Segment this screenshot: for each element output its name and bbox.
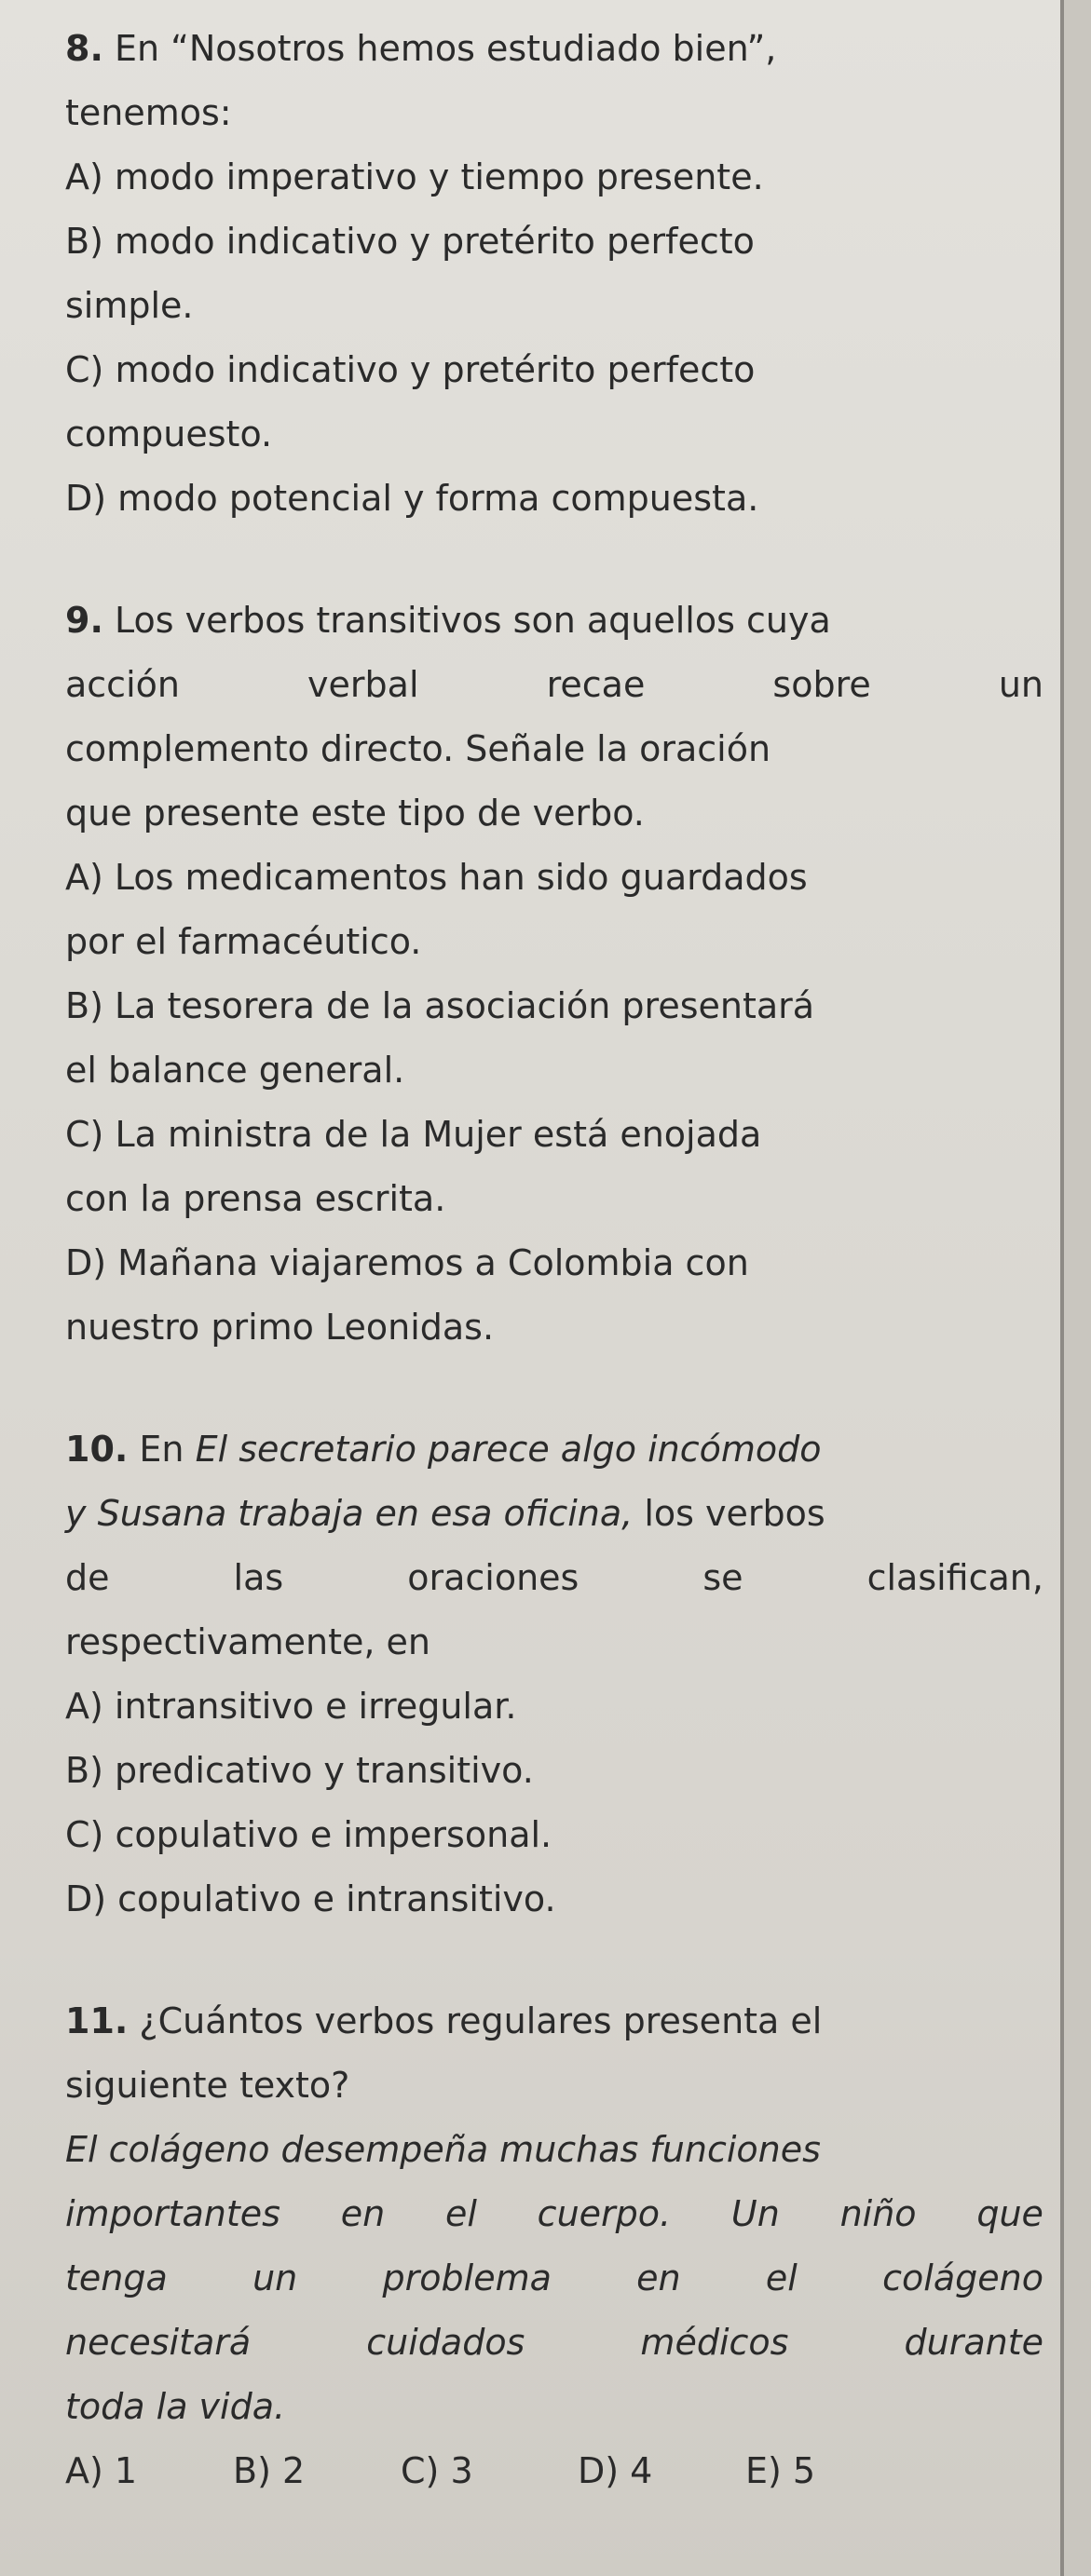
option-d: D) copulativo e intransitivo.	[65, 1878, 556, 1919]
quoted-text-justified-line	[65, 2246, 1043, 2311]
question-stem-justified-line	[65, 653, 1043, 717]
question-stem-text: los verbos	[633, 1493, 825, 1534]
option-c: C) 3	[401, 2450, 473, 2491]
question-10	[65, 1417, 1043, 1932]
question-number: 11.	[65, 2000, 129, 2041]
word: médicos	[640, 2322, 789, 2363]
word: de	[65, 1557, 110, 1598]
word: el	[444, 2193, 477, 2234]
word: niño	[839, 2193, 917, 2234]
word: sobre	[772, 664, 871, 705]
word: necesitará	[65, 2322, 252, 2363]
question-stem-text: que presente este tipo de verbo.	[65, 793, 645, 834]
question-number: 10.	[65, 1429, 129, 1470]
question-9-line-1	[65, 589, 1043, 653]
question-stem-text: respectivamente, en	[65, 1621, 430, 1662]
option-a-continued: por el farmacéutico.	[65, 921, 422, 962]
question-10-line-1	[65, 1417, 1043, 1482]
word: importantes	[65, 2193, 280, 2234]
option-b: B) 2	[233, 2450, 306, 2491]
word: clasifican,	[866, 1557, 1043, 1598]
option-c: C) modo indicativo y pretérito perfecto	[65, 349, 756, 390]
option-c: C) La ministra de la Mujer está enojada	[65, 1114, 762, 1155]
question-stem-text: siguiente texto?	[65, 2065, 350, 2106]
option-d-continued: nuestro primo Leonidas.	[65, 1307, 495, 1348]
option-c-continued: con la prensa escrita.	[65, 1178, 446, 1219]
word: en	[340, 2193, 386, 2234]
option-b-continued: simple.	[65, 285, 194, 326]
quoted-text-justified-line	[65, 2311, 1043, 2375]
option-e: E) 5	[745, 2450, 816, 2491]
word: Un	[730, 2193, 780, 2234]
questions-column	[65, 17, 1043, 2503]
option-b: B) predicativo y transitivo.	[65, 1750, 534, 1791]
question-stem-italic: y Susana trabaja en esa oficina,	[65, 1493, 634, 1534]
question-11	[65, 1989, 1043, 2503]
page-edge	[1064, 0, 1091, 2576]
quoted-text-line: toda la vida.	[65, 2386, 286, 2427]
word: cuidados	[366, 2322, 525, 2363]
word: durante	[904, 2322, 1043, 2363]
spacer	[65, 531, 1043, 589]
question-stem-text: En “Nosotros hemos estudiado bien”,	[114, 28, 777, 69]
spacer	[65, 1932, 1043, 1989]
option-a: A) intransitivo e irregular.	[65, 1686, 517, 1727]
quoted-text-justified-line	[65, 2182, 1043, 2246]
question-8-line-1	[65, 17, 1043, 81]
spacer	[65, 1360, 1043, 1417]
question-stem-text: tenemos:	[65, 92, 232, 133]
options-row	[65, 2439, 1043, 2503]
option-a: A) 1	[65, 2450, 138, 2491]
question-stem-text: complemento directo. Señale la oración	[65, 728, 771, 769]
question-stem-text: Los verbos transitivos son aquellos cuya	[114, 600, 831, 641]
word: un	[252, 2257, 298, 2298]
word: oraciones	[407, 1557, 580, 1598]
question-8	[65, 17, 1043, 531]
question-9	[65, 589, 1043, 1360]
question-11-line-1	[65, 1989, 1043, 2054]
word: cuerpo.	[537, 2193, 672, 2234]
question-stem-italic: El secretario parece algo incómodo	[195, 1429, 822, 1470]
option-d: D) modo potencial y forma compuesta.	[65, 478, 759, 519]
word: en	[636, 2257, 681, 2298]
word: que	[976, 2193, 1043, 2234]
word: problema	[382, 2257, 552, 2298]
option-c: C) copulativo e impersonal.	[65, 1814, 552, 1855]
word: tenga	[65, 2257, 168, 2298]
option-a: A) modo imperativo y tiempo presente.	[65, 156, 764, 197]
word: el	[765, 2257, 798, 2298]
question-10-line-2	[65, 1482, 1043, 1546]
question-stem-text: ¿Cuántos verbos regulares presenta el	[139, 2000, 823, 2041]
question-number: 9.	[65, 600, 103, 641]
word: acción	[65, 664, 180, 705]
option-b: B) modo indicativo y pretérito perfecto	[65, 221, 755, 262]
word: se	[702, 1557, 743, 1598]
word: recae	[546, 664, 646, 705]
quoted-text-line: El colágeno desempeña muchas funciones	[65, 2129, 821, 2170]
word: colágeno	[882, 2257, 1043, 2298]
option-a: A) Los medicamentos han sido guardados	[65, 857, 808, 898]
word: las	[233, 1557, 284, 1598]
word: verbal	[307, 664, 419, 705]
question-stem-text: En	[139, 1429, 196, 1470]
option-d: D) 4	[578, 2450, 653, 2491]
option-d: D) Mañana viajaremos a Colombia con	[65, 1242, 749, 1283]
option-b-continued: el balance general.	[65, 1050, 405, 1091]
word: un	[998, 664, 1043, 705]
question-stem-justified-line	[65, 1546, 1043, 1610]
question-number: 8.	[65, 28, 103, 69]
option-b: B) La tesorera de la asociación presentará	[65, 985, 815, 1026]
option-c-continued: compuesto.	[65, 414, 273, 454]
